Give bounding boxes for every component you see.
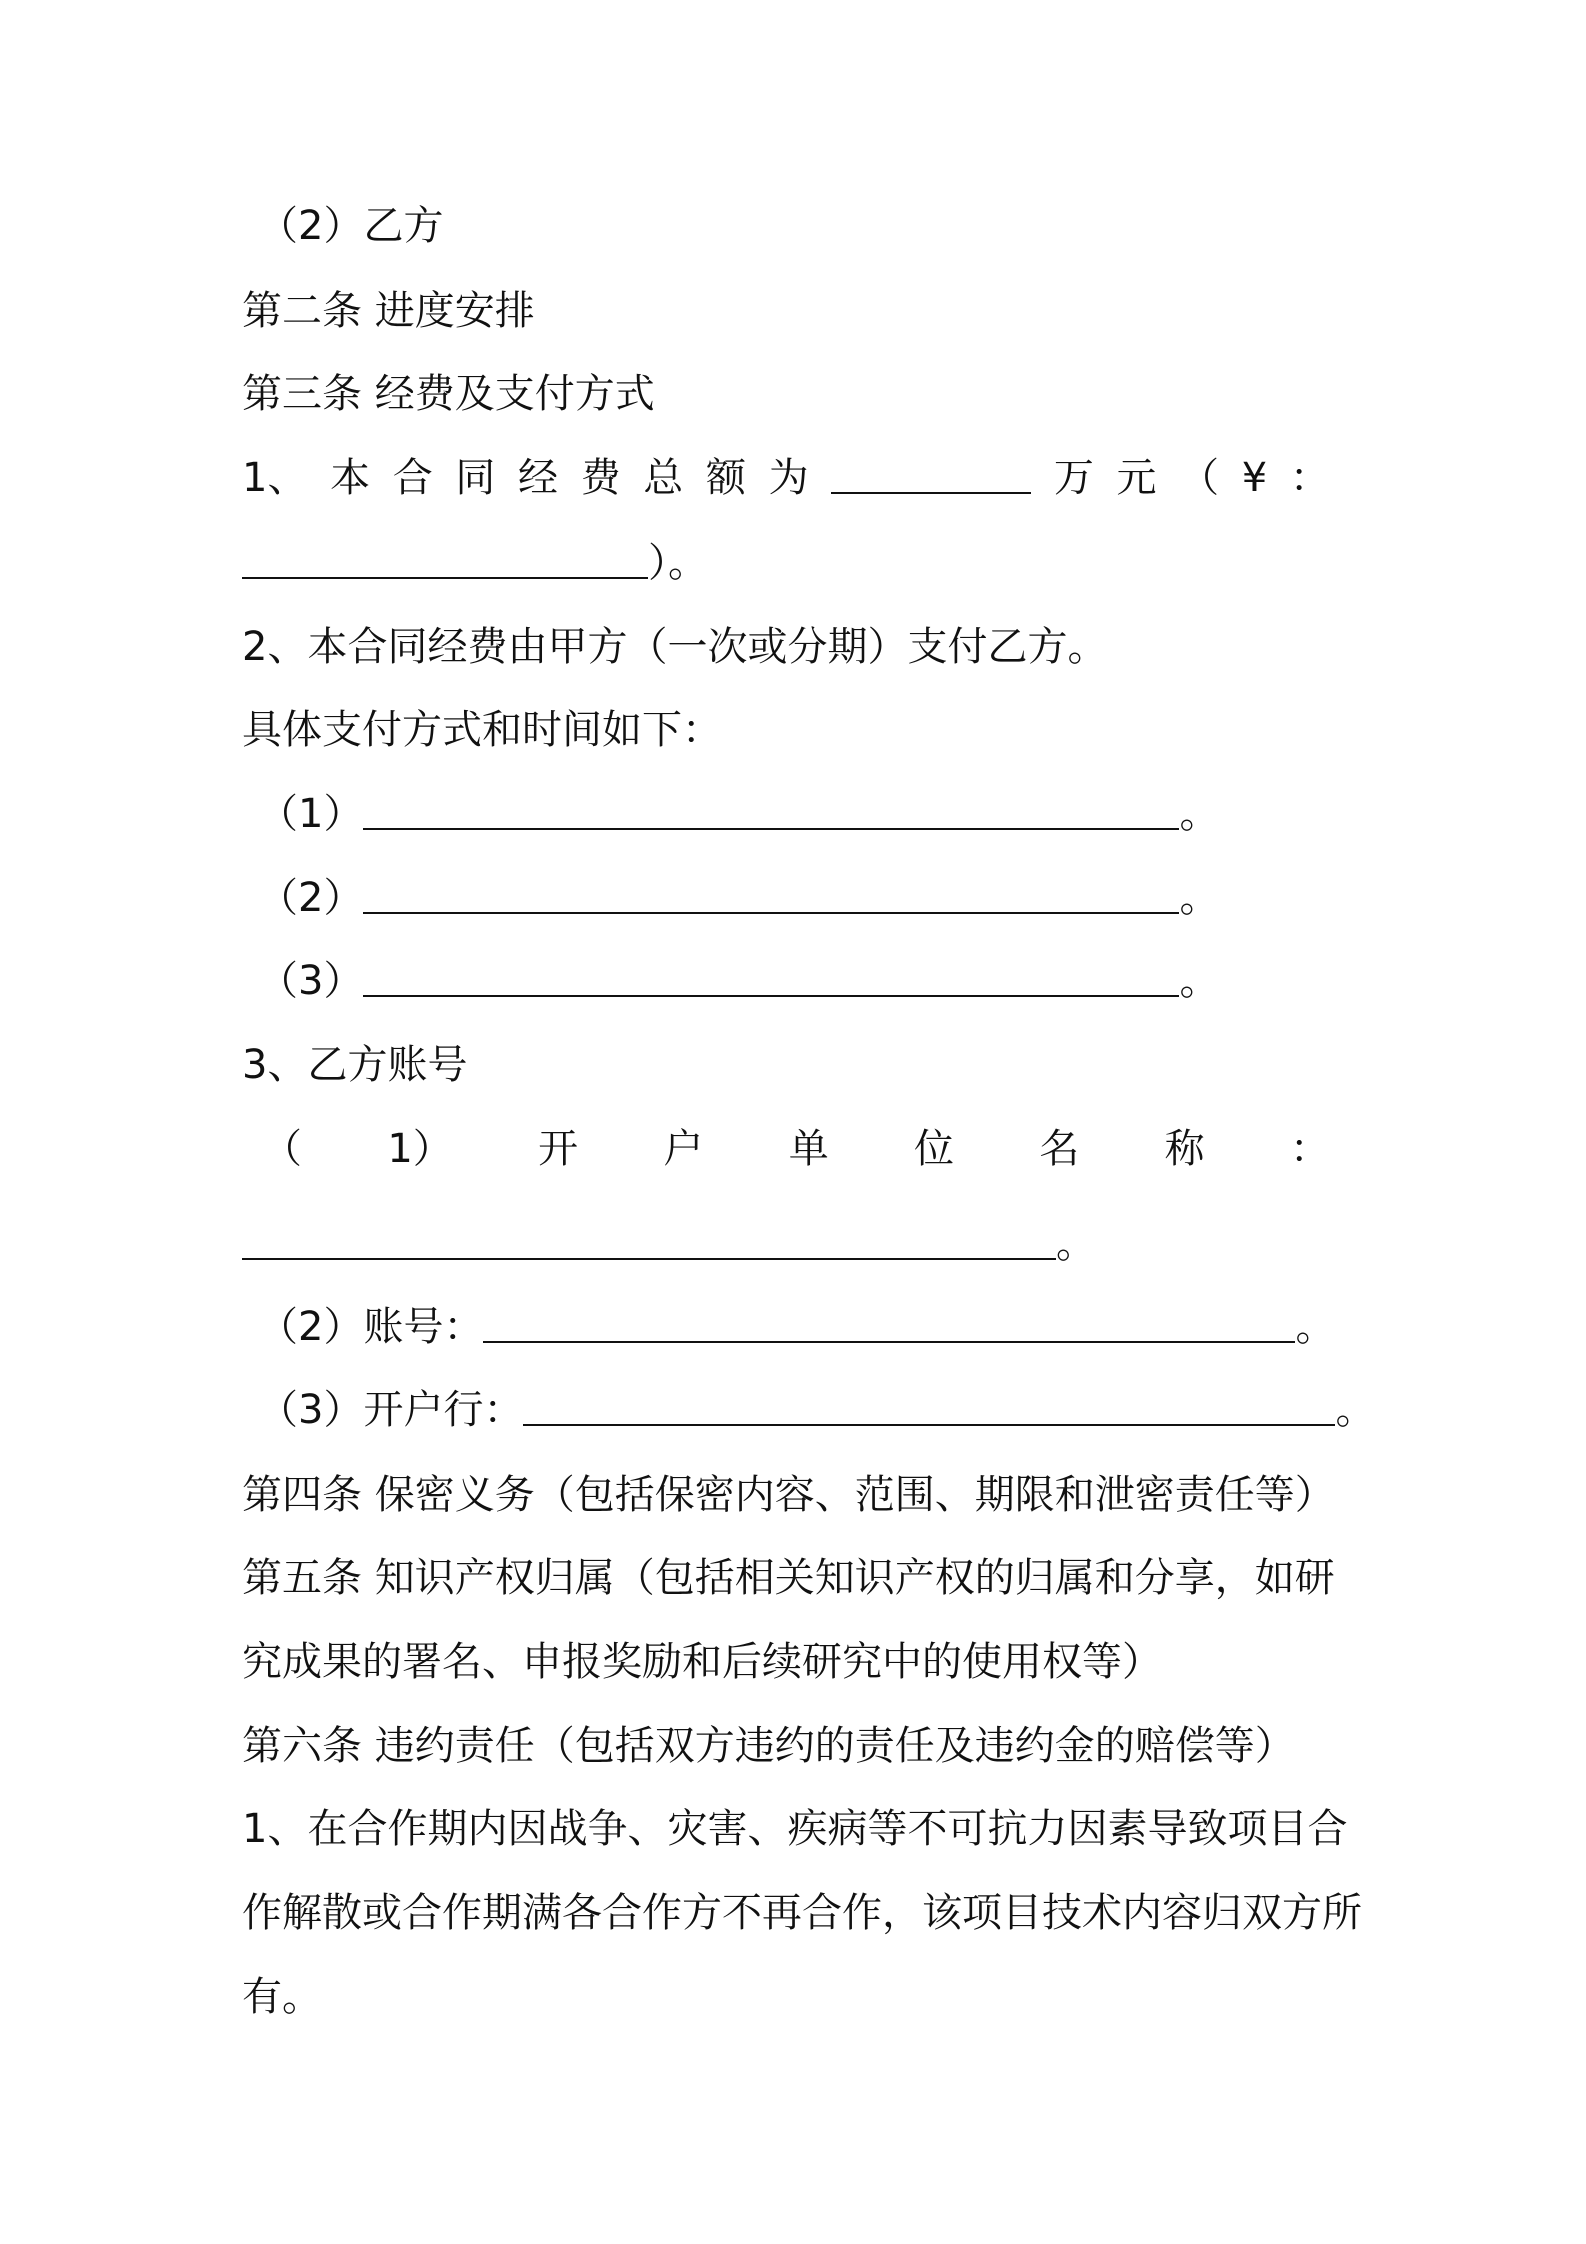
account-holder-blank [242,1212,1056,1260]
bank-name-label: （3）开户行： [258,1387,524,1433]
item-number: 1、 [242,455,308,501]
text-char: 位 [914,1126,955,1172]
text-char: 本 [330,455,371,501]
text-char: 为 [768,455,809,501]
article-3-heading: 第三条 经费及支付方式 [242,371,655,417]
text-char: 元 [1116,455,1157,501]
article-2-heading: 第二条 进度安排 [242,288,535,334]
payment-item-3 [258,949,1368,1013]
payment-item-3-blank [363,949,1179,997]
force-majeure-clause: 1、在合作期内因战争、灾害、疾病等不可抗力因素导致项目合 [242,1806,1348,1852]
account-number-blank [483,1295,1295,1343]
item-number: （1） [258,791,364,837]
funding-amount-figure-line [242,531,1352,595]
closing-text: 。 [1056,1221,1096,1267]
amount-blank [831,446,1031,494]
text-char: （ [1179,455,1220,501]
funding-total-line [242,446,1330,510]
closing-text: 。 [1179,958,1220,1004]
payment-details-intro: 具体支付方式和时间如下： [242,707,722,753]
text-char: （ [262,1126,302,1172]
text-char: 单 [788,1126,829,1172]
force-majeure-clause-end: 有。 [242,1974,322,2020]
article-5-heading: 第五条 知识产权归属（包括相关知识产权的归属和分享，如研 [242,1555,1335,1601]
text-char: 经 [518,455,559,501]
text-char: 额 [705,455,746,501]
article-5-continued: 究成果的署名、申报奖励和后续研究中的使用权等） [242,1639,1162,1685]
article-6-heading: 第六条 违约责任（包括双方违约的责任及违约金的赔偿等） [242,1723,1295,1769]
text-char: 称 [1164,1126,1205,1172]
text-char: 同 [455,455,496,501]
closing-text: 。 [1179,791,1220,837]
closing-text: 。 [1335,1387,1376,1433]
bank-name-line [258,1378,1376,1442]
item-number: （2） [258,875,364,921]
item-number: （3） [258,958,364,1004]
text-char: 万 [1053,455,1094,501]
account-holder-line [262,1117,1330,1181]
account-holder-blank-line [242,1212,1352,1276]
text-char: ： [1289,1126,1330,1172]
amount-figure-blank [242,531,648,579]
text-char: 名 [1039,1126,1080,1172]
text-char: 总 [643,455,684,501]
payment-clause: 2、本合同经费由甲方（一次或分期）支付乙方。 [242,624,1108,670]
text-char: ： [1289,455,1330,501]
closing-text: 。 [1295,1304,1336,1350]
clause-party-b-heading: （2）乙方 [258,203,444,249]
closing-text: ）。 [648,540,708,586]
text-char: 费 [580,455,621,501]
account-number-line [258,1295,1368,1359]
text-char: 合 [392,455,433,501]
payment-item-1-blank [363,782,1179,830]
payment-item-2-blank [363,866,1179,914]
payment-item-2 [258,866,1368,930]
closing-text: 。 [1179,875,1220,921]
text-char: 户 [663,1126,704,1172]
item-number: 1） [387,1126,453,1172]
article-4-heading: 第四条 保密义务（包括保密内容、范围、期限和泄密责任等） [242,1472,1335,1518]
bank-name-blank [523,1378,1335,1426]
payment-item-1 [258,782,1368,846]
yuan-sign: ¥ [1241,455,1268,501]
party-b-account-heading: 3、乙方账号 [242,1042,468,1088]
account-number-label: （2）账号： [258,1304,484,1350]
force-majeure-clause-continued: 作解散或合作期满各合作方不再合作，该项目技术内容归双方所 [242,1890,1362,1936]
text-char: 开 [538,1126,579,1172]
